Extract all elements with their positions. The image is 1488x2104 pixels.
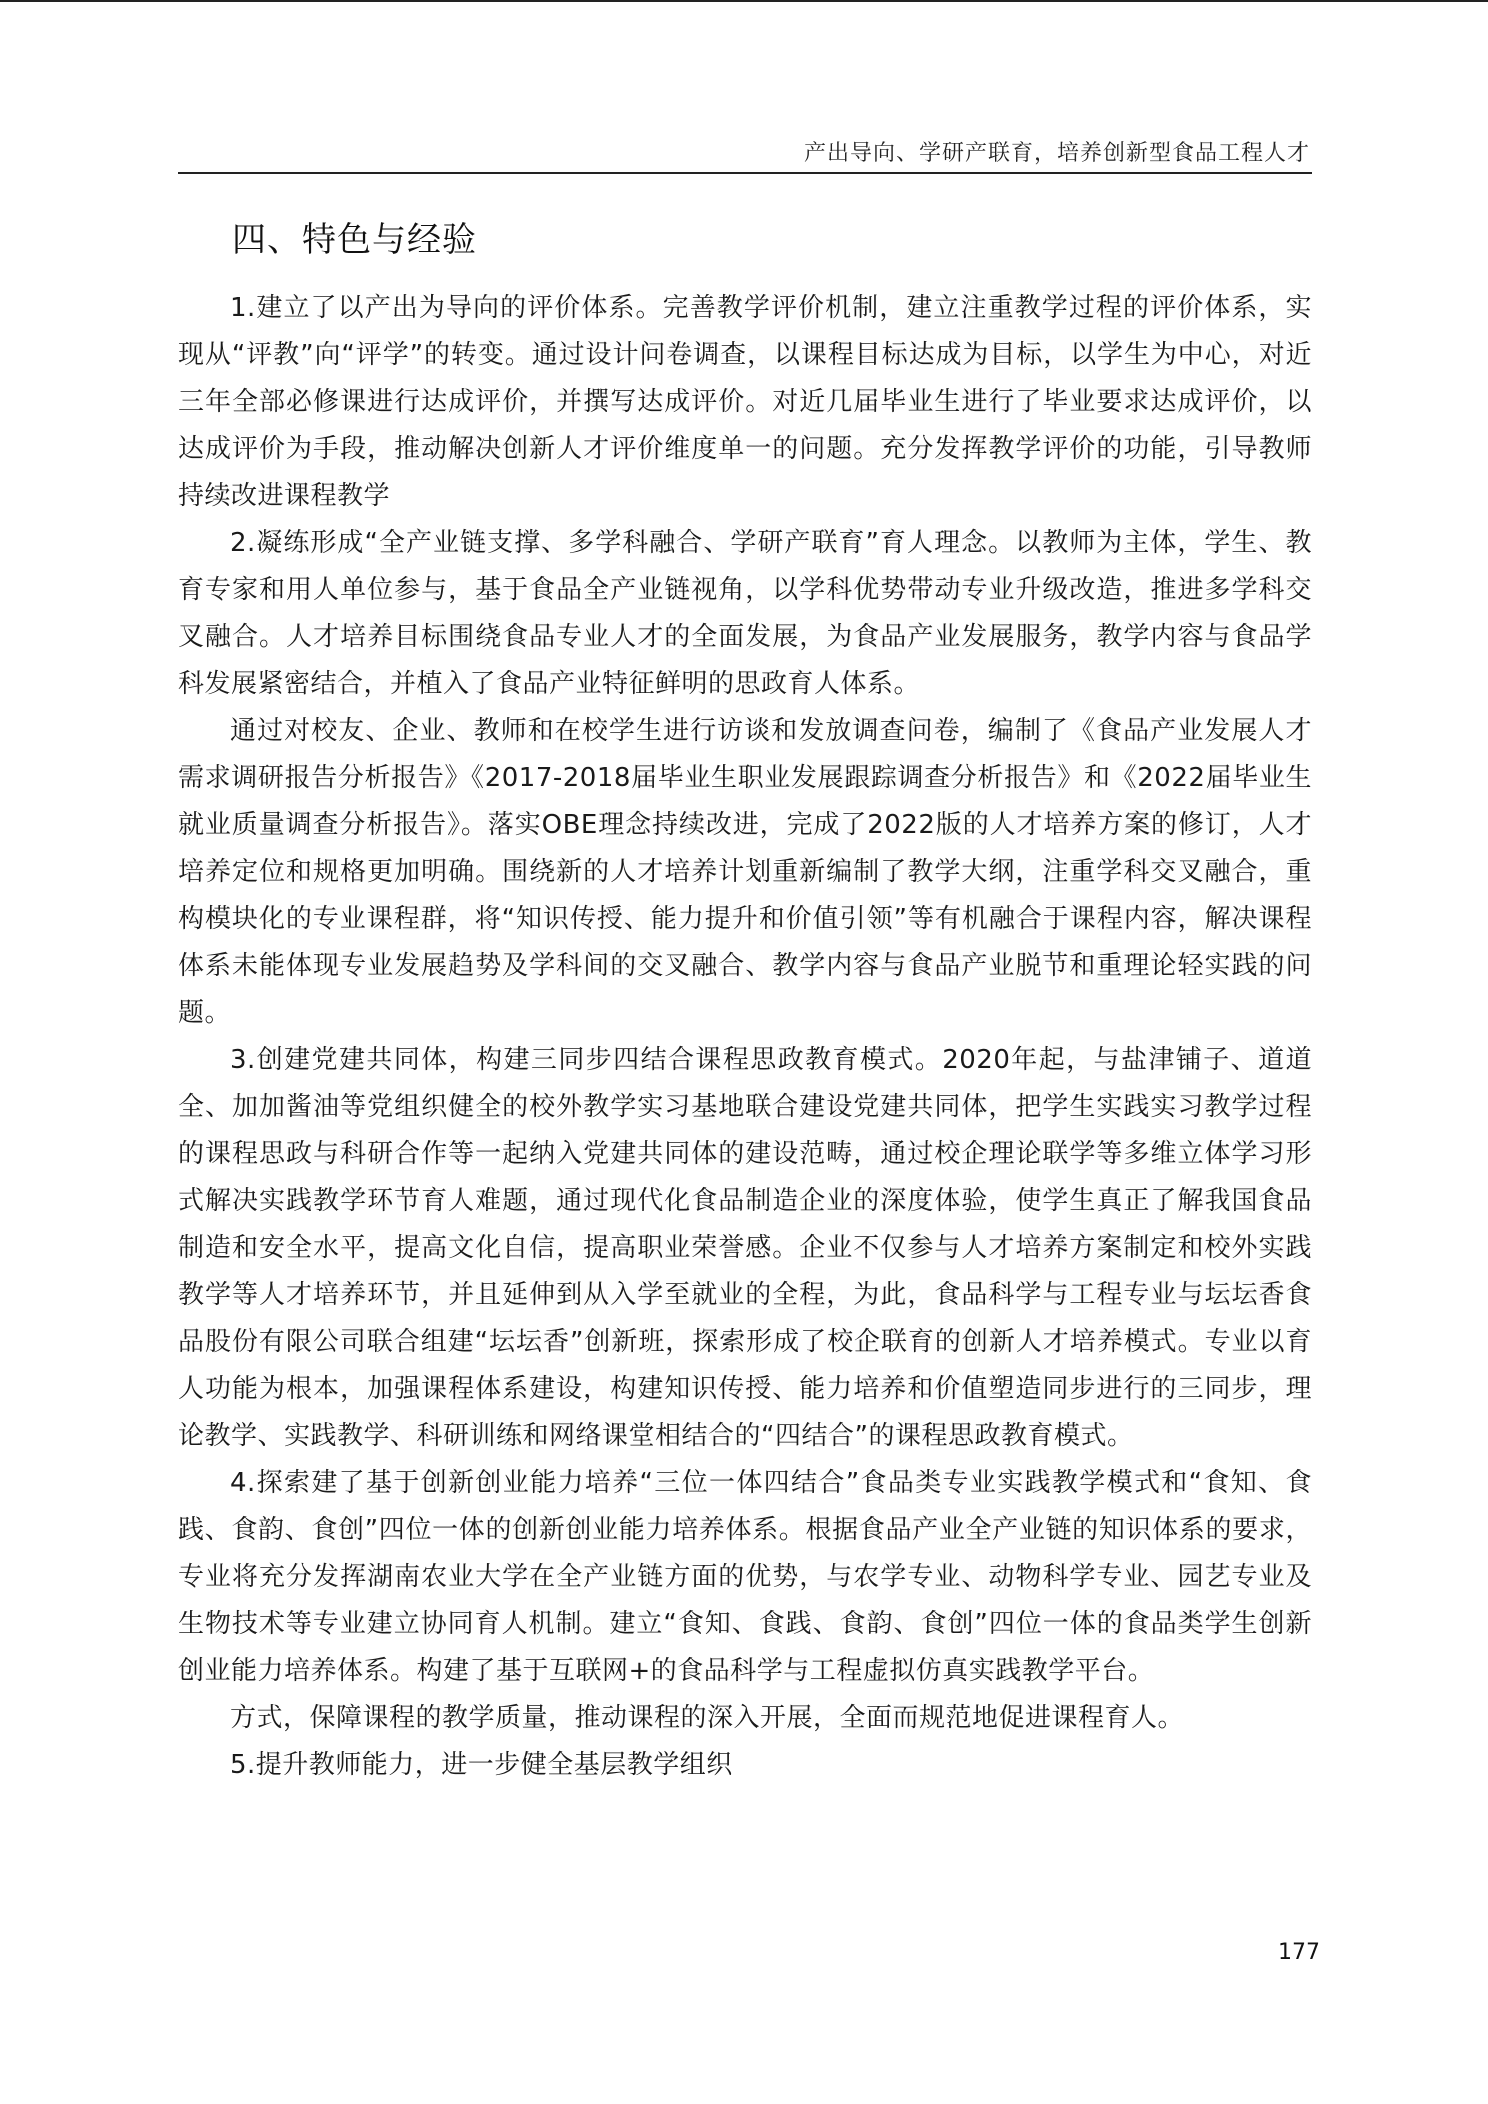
page-number: 177: [1278, 1940, 1320, 1965]
running-header: 产出导向、学研产联育，培养创新型食品工程人才: [803, 141, 1310, 166]
paragraph-4: 3.创建党建共同体，构建三同步四结合课程思政教育模式。2020年起，与盐津铺子、道道全、加加酱油等党组织健全的校外教学实习基地联合建设党建共同体，把学生实践实习教学过程的课程思政与科研合作等一起纳入党建共同体的建设范畴，通过校企理论联学等多维立体学习形式解决实践教学环节育人难题，通过现代化食品制造企业的深度体验，使学生真正了解我国食品制造和安全水平，提高文化自信，提高职业荣誉感。企业不仅参与人才培养方案制定和校外实践教学等人才培养环节，并且延伸到从入学至就业的全程，为此，食品科学与工程专业与坛坛香食品股份有限公司联合组建“坛坛香”创新班，探索形成了校企联育的创新人才培养模式。专业以育人功能为根本，加强课程体系建设，构建知识传授、能力培养和价值塑造同步进行的三同步，理论教学、实践教学、科研训练和网络课堂相结合的“四结合”的课程思政教育模式。: [178, 1045, 1312, 1451]
section-heading: 四、特色与经验: [232, 220, 477, 260]
page-top-border: [0, 0, 1488, 2]
paragraph-1: 1.建立了以产出为导向的评价体系。完善教学评价机制，建立注重教学过程的评价体系，实现从“评教”向“评学”的转变。通过设计问卷调查，以课程目标达成为目标，以学生为中心，对近三年全部必修课进行达成评价，并撰写达成评价。对近几届毕业生进行了毕业要求达成评价，以达成评价为手段，推动解决创新人才评价维度单一的问题。充分发挥教学评价的功能，引导教师持续改进课程教学: [178, 293, 1312, 511]
paragraph-5: 4.探索建了基于创新创业能力培养“三位一体四结合”食品类专业实践教学模式和“食知、食践、食韵、食创”四位一体的创新创业能力培养体系。根据食品产业全产业链的知识体系的要求，专业将充分发挥湖南农业大学在全产业链方面的优势，与农学专业、动物科学专业、园艺专业及生物技术等专业建立协同育人机制。建立“食知、食践、食韵、食创”四位一体的食品类学生创新创业能力培养体系。构建了基于互联网+的食品科学与工程虚拟仿真实践教学平台。: [178, 1468, 1312, 1686]
paragraph-3: 通过对校友、企业、教师和在校学生进行访谈和发放调查问卷，编制了《食品产业发展人才需求调研报告分析报告》《2017-2018届毕业生职业发展跟踪调查分析报告》和《2022届毕业生就业质量调查分析报告》。落实OBE理念持续改进，完成了2022版的人才培养方案的修订，人才培养定位和规格更加明确。围绕新的人才培养计划重新编制了教学大纲，注重学科交叉融合，重构模块化的专业课程群，将“知识传授、能力提升和价值引领”等有机融合于课程内容，解决课程体系未能体现专业发展趋势及学科间的交叉融合、教学内容与食品产业脱节和重理论轻实践的问题。: [178, 716, 1312, 1028]
paragraph-2: 2.凝练形成“全产业链支撑、多学科融合、学研产联育”育人理念。以教师为主体，学生、教育专家和用人单位参与，基于食品全产业链视角，以学科优势带动专业升级改造，推进多学科交叉融合。人才培养目标围绕食品专业人才的全面发展，为食品产业发展服务，教学内容与食品学科发展紧密结合，并植入了食品产业特征鲜明的思政育人体系。: [178, 528, 1312, 699]
body-text: [178, 285, 1312, 1789]
paragraph-7: 5.提升教师能力，进一步健全基层教学组织: [230, 1750, 733, 1780]
header-rule: [178, 172, 1312, 174]
paragraph-6: 方式，保障课程的教学质量，推动课程的深入开展，全面而规范地促进课程育人。: [230, 1703, 1185, 1733]
